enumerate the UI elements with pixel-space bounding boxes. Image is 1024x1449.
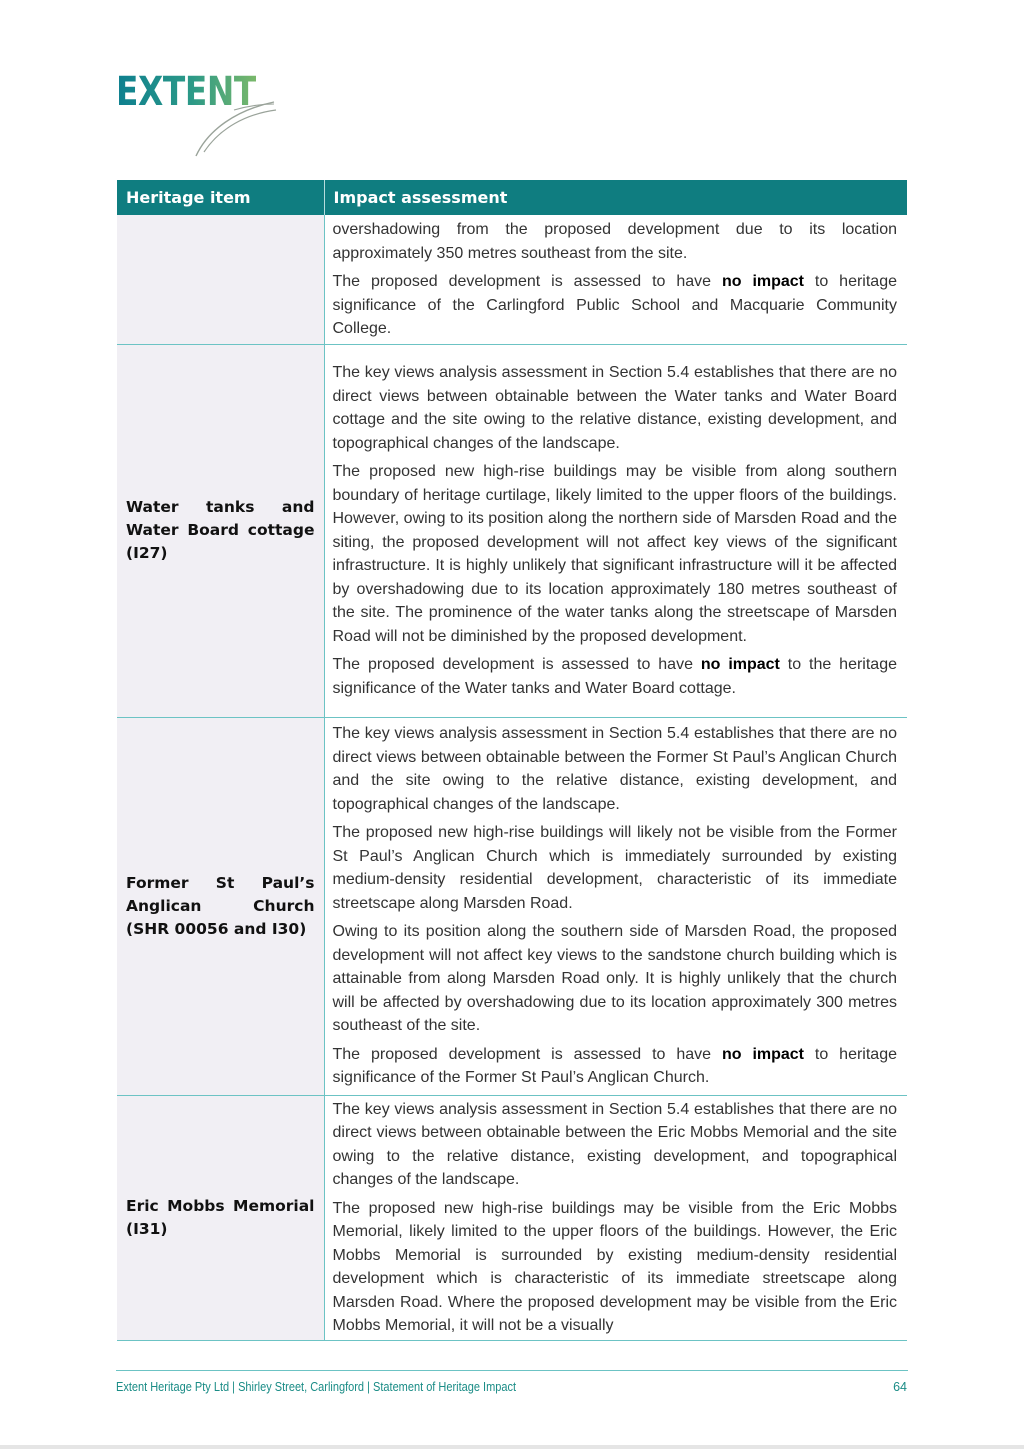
logo-swoosh-icon: [116, 70, 286, 160]
impact-assessment-cell: [324, 344, 907, 717]
assessment-paragraph: The proposed development is assessed to have no impact to heritage significance of the Carlingford Public School and Macquarie Community College.: [332, 273, 898, 337]
assessment-paragraph: The proposed new high-rise buildings will likely not be visible from the Former St Paul’s Anglican Church which is immediately surrounded by existing medium-density residential development, characteristic of its immediate streetscape along Marsden Road.: [332, 824, 897, 912]
table-row: [117, 344, 907, 717]
extent-logo: [116, 70, 286, 160]
assessment-paragraph: Owing to its position along the southern side of Marsden Road, the proposed development will not affect key views to the sandstone church building which is attainable from along Marsden Road only. It is highly unlikely that the church will be affected by overshadowing due to its location approximately 300 metres southeast of the site.: [332, 923, 897, 1035]
assessment-paragraph: The proposed development is assessed to have no impact to the heritage significance of the Water tanks and Water Board cottage.: [332, 656, 897, 697]
heritage-item-cell: [117, 215, 324, 344]
assessment-paragraph: The key views analysis assessment in Section 5.4 establishes that there are no direct views between obtainable between the Water tanks and Water Board cottage and the site owing to the relative distance, existing development, and topographical changes of the landscape.: [332, 364, 897, 452]
footer-divider: [116, 1370, 908, 1371]
assessment-paragraph: The proposed new high-rise buildings may be visible from the Eric Mobbs Memorial, likely limited to the upper floors of the buildings. However, the Eric Mobbs Memorial is surrounded by existing medium-density residential development which is characteristic of its immediate streetscape along Marsden Road. Where the proposed development may be visible from the Eric Mobbs Memorial, it will not be a visually: [332, 1199, 897, 1334]
assessment-paragraph: The proposed development is assessed to have no impact to heritage significance of the Former St Paul’s Anglican Church.: [332, 1045, 898, 1087]
assessment-paragraph: The key views analysis assessment in Section 5.4 establishes that there are no direct views between obtainable between the Former St Paul’s Anglican Church and the site owing to the relative distance, existing development, and topographical changes of the landscape.: [332, 725, 897, 813]
page-bottom-edge: [0, 1445, 1024, 1449]
logo-wordmark: EXTENT: [116, 69, 256, 115]
footer-document-title: Extent Heritage Pty Ltd | Shirley Street, Carlingford | Statement of Heritage Impact: [116, 1380, 517, 1394]
table-row: [117, 717, 907, 1095]
assessment-paragraph: The key views analysis assessment in Section 5.4 establishes that there are no direct views between obtainable between the Eric Mobbs Memorial and the site owing to the relative distance, existing development, and topographical changes of the landscape.: [332, 1100, 897, 1188]
assessment-paragraph: The proposed new high-rise buildings may be visible from along southern boundary of heritage curtilage, likely limited to the upper floors of the buildings. However, owing to its position along the northern side of Marsden Road and the siting, the proposed development will not affect key views of the significant infrastructure. It is highly unlikely that significant infrastructure will it be affected by overshadowing due to its location approximately 180 metres southeast of the site. The prominence of the water tanks along the streetscape of Marsden Road will not be diminished by the proposed development.: [332, 463, 897, 645]
heritage-impact-table: [117, 180, 907, 1341]
impact-assessment-cell: [324, 215, 907, 344]
table-header-row: [117, 180, 907, 215]
heritage-item-cell: Water tanks and Water Board cottage (I27): [117, 344, 324, 717]
page-number: 64: [893, 1380, 907, 1394]
heritage-item-cell: Former St Paul’s Anglican Church (SHR 00056 and I30): [117, 717, 324, 1095]
assessment-paragraph: overshadowing from the proposed development due to its location approximately 350 metres southeast from the site.: [332, 221, 897, 262]
table-row: [117, 215, 907, 344]
column-header-impact-assessment: Impact assessment: [324, 180, 907, 215]
table-row: [117, 1095, 907, 1340]
impact-assessment-cell: [324, 717, 907, 1095]
column-header-heritage-item: Heritage item: [117, 180, 324, 215]
heritage-item-cell: Eric Mobbs Memorial (I31): [117, 1095, 324, 1340]
impact-assessment-cell: [324, 1095, 907, 1340]
